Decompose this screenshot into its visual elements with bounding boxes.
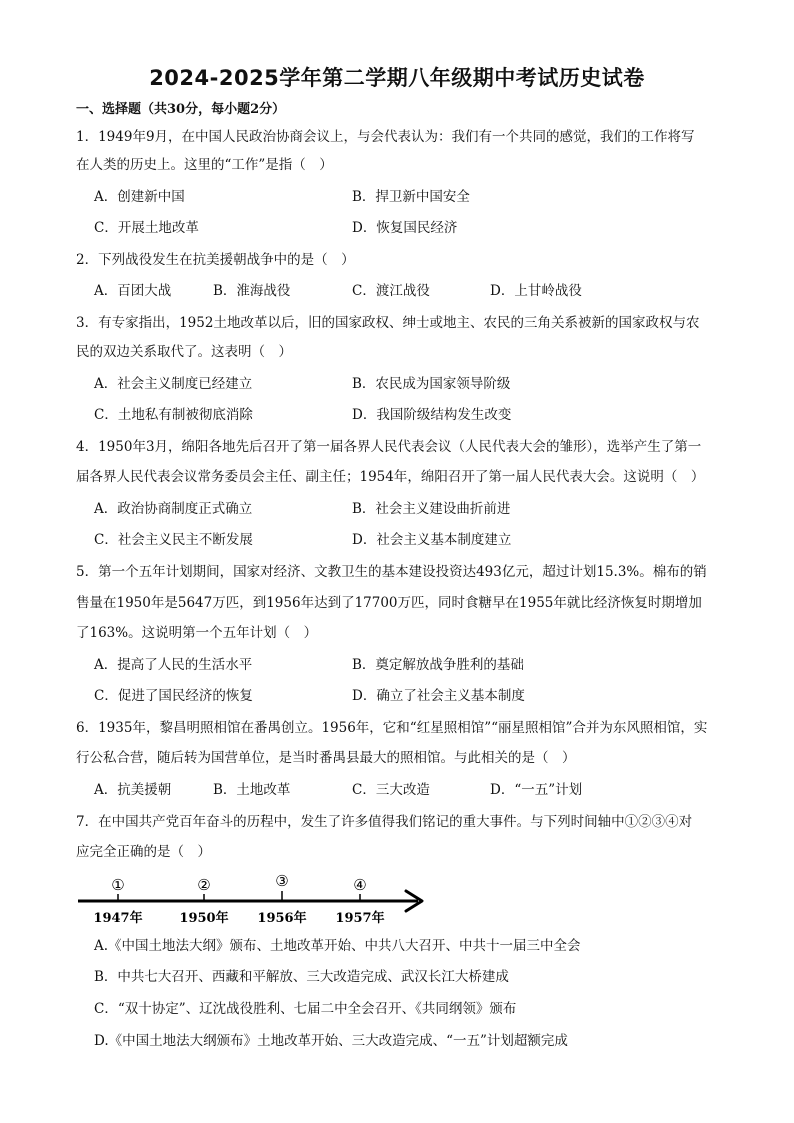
question-4-option-d: D．社会主义基本制度建立	[352, 532, 512, 548]
timeline-marker-1: ①	[111, 876, 125, 894]
question-7-line-1: 7．在中国共产党百年奋斗的历程中，发生了许多值得我们铭记的重大事件。与下列时间轴中①②③④对	[76, 814, 693, 830]
question-4-line-2: 届各界人民代表会议常务委员会主任、副主任；1954年，绵阳召开了第一届人民代表大会。这说明（ ）	[76, 469, 705, 485]
question-5-option-b: B．奠定解放战争胜利的基础	[352, 657, 524, 673]
timeline-year-1: 1947年	[93, 911, 143, 926]
question-1-option-b: B．捍卫新中国安全	[352, 189, 470, 205]
timeline-marker-4: ④	[353, 876, 367, 894]
question-6-line-1: 6．1935年，黎昌明照相馆在番禺创立。1956年，它和“红星照相馆”“丽星照相馆”合并为东风照相馆，实	[76, 720, 708, 736]
question-3-line-1: 3．有专家指出，1952土地改革以后，旧的国家政权、绅士或地主、农民的三角关系被新的国家政权与农	[76, 315, 700, 331]
question-1-line-2: 在人类的历史上。这里的“工作”是指（ ）	[76, 157, 333, 173]
question-7-option-a: A.《中国土地法大纲》颁布、土地改革开始、中共八大召开、中共十一届三中全会	[94, 938, 581, 954]
question-7-line-2: 应完全正确的是（ ）	[76, 844, 211, 860]
question-5-line-3: 了163%。这说明第一个五年计划（ ）	[76, 625, 318, 641]
question-6-option-b: B．土地改革	[213, 782, 291, 798]
question-6-option-a: A．抗美援朝	[94, 782, 172, 798]
timeline-figure	[76, 872, 436, 932]
question-5-line-1: 5．第一个五年计划期间，国家对经济、文教卫生的基本建设投资达493亿元，超过计划15.3%。棉布的销	[76, 564, 707, 580]
question-3-option-c: C．土地私有制被彻底消除	[94, 407, 253, 423]
question-5-line-2: 售量在1950年是5647万匹，到1956年达到了17700万匹，同时食糖早在1955年就比经济恢复时期增加	[76, 595, 702, 611]
question-7-option-b: B．中共七大召开、西藏和平解放、三大改造完成、武汉长江大桥建成	[94, 969, 509, 985]
question-4-line-1: 4．1950年3月，绵阳各地先后召开了第一届各界人民代表会议（人民代表大会的雏形），选举产生了第一	[76, 439, 702, 455]
timeline-marker-2: ②	[197, 876, 211, 894]
question-2-line-1: 2．下列战役发生在抗美援朝战争中的是（ ）	[76, 252, 355, 268]
question-1-option-a: A．创建新中国	[94, 189, 185, 205]
question-1-line-1: 1．1949年9月，在中国人民政治协商会议上，与会代表认为：我们有一个共同的感觉，我们的工作将写	[76, 129, 695, 145]
question-3-option-b: B．农民成为国家领导阶级	[352, 376, 511, 392]
question-6-option-c: C．三大改造	[352, 782, 430, 798]
question-1-option-c: C．开展土地改革	[94, 220, 199, 236]
question-2-option-b: B．淮海战役	[213, 283, 291, 299]
question-3-option-d: D．我国阶级结构发生改变	[352, 407, 512, 423]
question-7-option-d: D.《中国土地法大纲颁布》土地改革开始、三大改造完成、“一五”计划超额完成	[94, 1033, 568, 1049]
timeline-marker-3: ③	[275, 872, 289, 890]
question-2-option-a: A．百团大战	[94, 283, 172, 299]
question-5-option-d: D．确立了社会主义基本制度	[352, 688, 525, 704]
question-7-option-c: C．“双十协定”、辽沈战役胜利、七届二中全会召开、《共同纲领》颁布	[94, 1001, 517, 1017]
question-4-option-c: C．社会主义民主不断发展	[94, 532, 253, 548]
question-3-line-2: 民的双边关系取代了。这表明（ ）	[76, 344, 292, 360]
question-4-option-a: A．政治协商制度正式确立	[94, 501, 253, 517]
question-2-option-c: C．渡江战役	[352, 283, 430, 299]
timeline-year-3: 1956年	[257, 911, 307, 926]
timeline-year-2: 1950年	[179, 911, 229, 926]
section-heading: 一、选择题（共30分，每小题2分）	[76, 102, 286, 117]
question-5-option-c: C．促进了国民经济的恢复	[94, 688, 253, 704]
question-3-option-a: A．社会主义制度已经建立	[94, 376, 253, 392]
question-2-option-d: D．上甘岭战役	[490, 283, 582, 299]
question-1-option-d: D．恢复国民经济	[352, 220, 458, 236]
question-6-line-2: 行公私合营，随后转为国营单位，是当时番禺县最大的照相馆。与此相关的是（ ）	[76, 750, 576, 766]
question-6-option-d: D．“一五”计划	[490, 782, 583, 798]
timeline-year-4: 1957年	[335, 911, 385, 926]
question-4-option-b: B．社会主义建设曲折前进	[352, 501, 511, 517]
exam-title: 2024-2025学年第二学期八年级期中考试历史试卷	[149, 66, 645, 90]
question-5-option-a: A．提高了人民的生活水平	[94, 657, 253, 673]
